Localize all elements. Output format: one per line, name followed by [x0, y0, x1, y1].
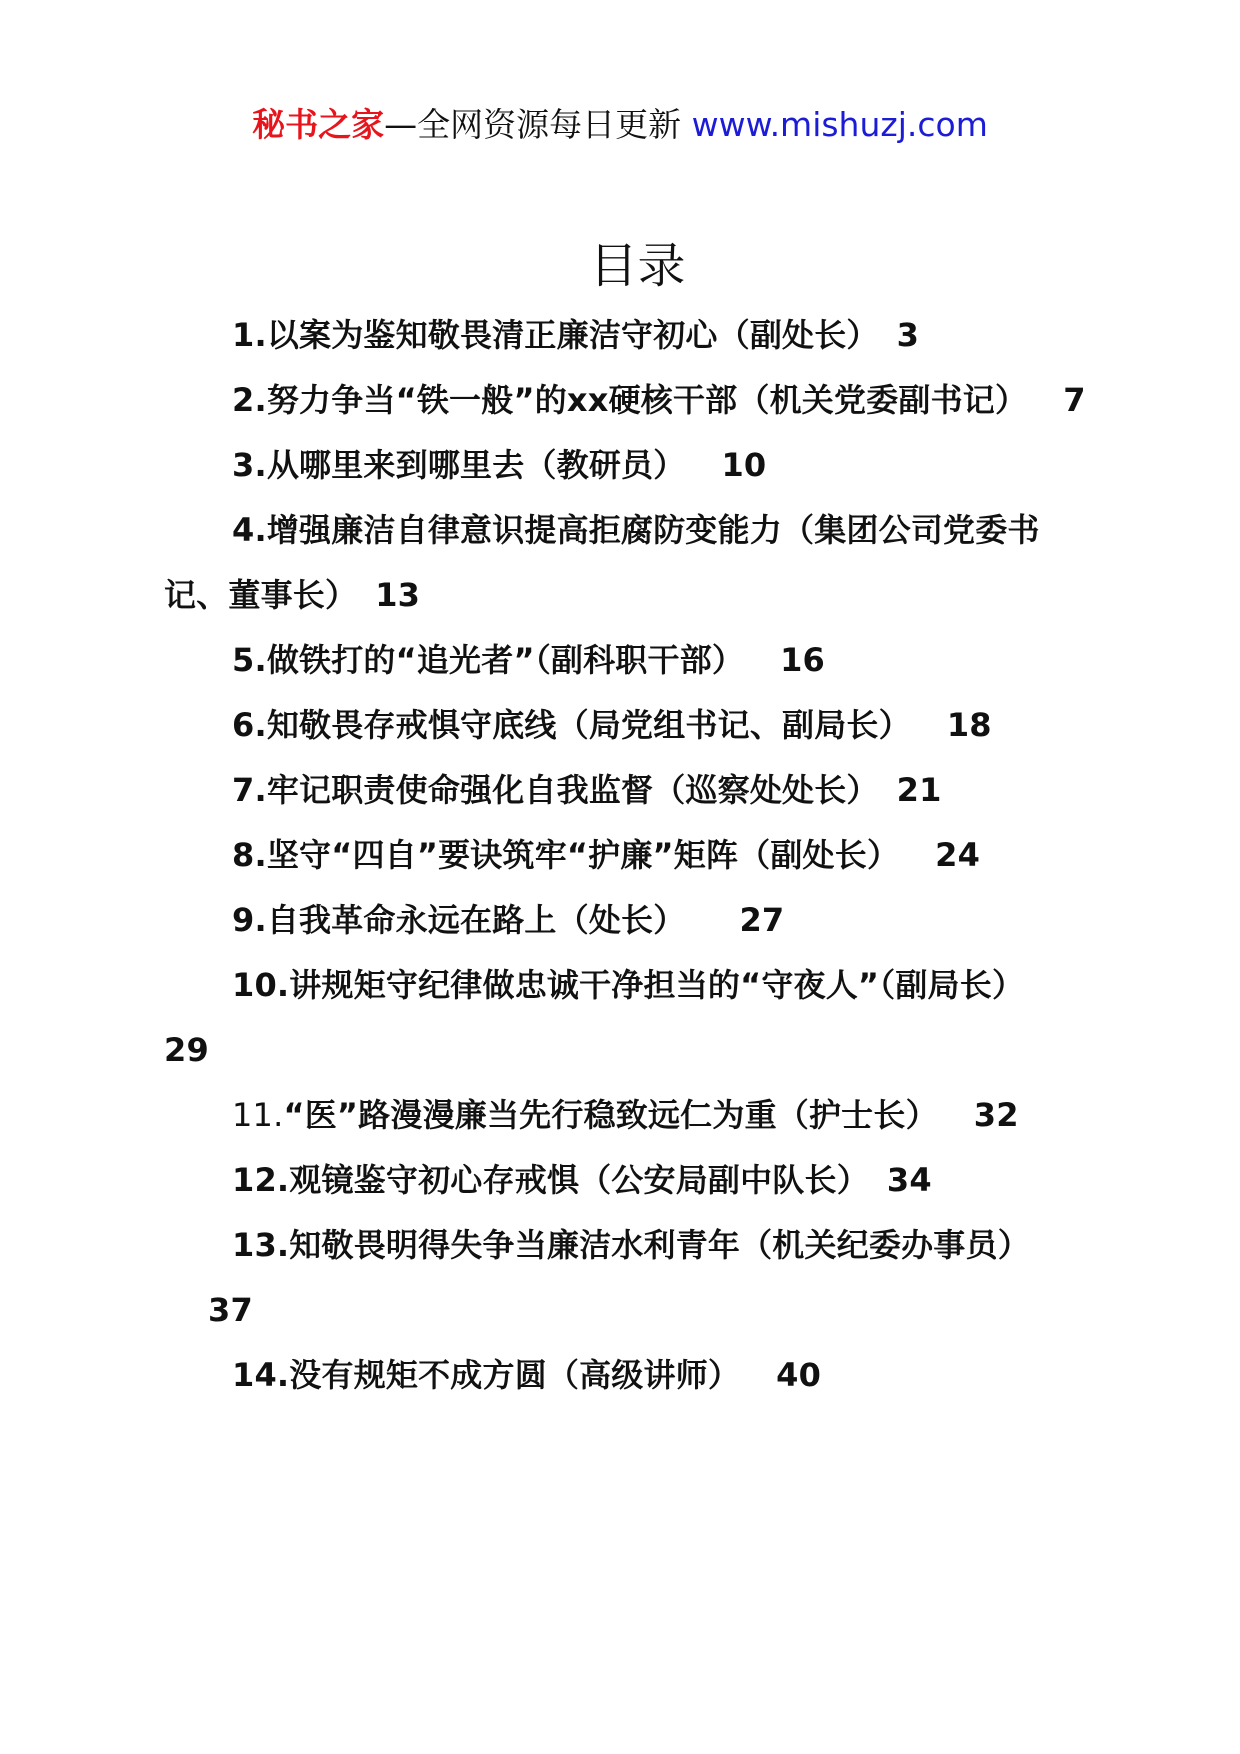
toc-entry-number: 14. — [232, 1356, 290, 1394]
toc-entry-number: 1. — [232, 316, 267, 354]
toc-entry-14[interactable] — [164, 1343, 1096, 1408]
toc-entry-number: 10. — [232, 966, 290, 1004]
toc-entry-13[interactable] — [164, 1213, 1096, 1343]
toc-entry-title: 以案为鉴知敬畏清正廉洁守初心（副处长） — [266, 316, 879, 354]
toc-entry-page: 18 — [946, 706, 992, 744]
toc-entry-title: 知敬畏存戒惧守底线（局党组书记、副局长） — [266, 706, 911, 744]
toc-entry-title: 增强廉洁自律意识提高拒腐防变能力（集团公司党委书记、董事长） — [164, 511, 1040, 614]
toc-entry-title: 从哪里来到哪里去（教研员） — [266, 446, 686, 484]
toc-entry-title: 做铁打的“追光者”（副科职干部） — [266, 641, 745, 679]
toc-entry-page: 21 — [896, 771, 942, 809]
toc-entry-title: 坚守“四自”要诀筑牢“护廉”矩阵（副处长） — [266, 836, 900, 874]
toc-entry-title: 讲规矩守纪律做忠诚干净担当的“守夜人”（副局长） — [289, 966, 1025, 1004]
toc-entry-title: 没有规矩不成方圆（高级讲师） — [289, 1356, 741, 1394]
toc-entry-number: 11. — [232, 1096, 284, 1134]
toc-entry-number: 9. — [232, 901, 267, 939]
toc-entry-number: 6. — [232, 706, 267, 744]
toc-entry-page: 27 — [739, 901, 785, 939]
table-of-contents — [164, 303, 1096, 1408]
toc-entry-10[interactable] — [164, 953, 1096, 1083]
brand-name: 秘书之家 — [252, 105, 385, 144]
toc-entry-number: 7. — [232, 771, 267, 809]
toc-entry-page: 29 — [164, 1031, 209, 1069]
toc-entry-number: 3. — [232, 446, 267, 484]
toc-entry-1[interactable] — [164, 303, 1096, 368]
toc-entry-title: “医”路漫漫廉当先行稳致远仁为重（护士长） — [283, 1096, 938, 1134]
toc-entry-title: 自我革命永远在路上（处长） — [266, 901, 686, 939]
toc-entry-number: 4. — [232, 511, 267, 549]
toc-entry-page: 37 — [208, 1291, 253, 1329]
toc-entry-page: 3 — [896, 316, 920, 354]
toc-entry-9[interactable] — [164, 888, 1096, 953]
toc-entry-5[interactable] — [164, 628, 1096, 693]
toc-entry-page: 16 — [780, 641, 826, 679]
toc-entry-6[interactable] — [164, 693, 1096, 758]
toc-entry-3[interactable] — [164, 433, 1096, 498]
toc-entry-page: 32 — [973, 1096, 1019, 1134]
toc-entry-title: 知敬畏明得失争当廉洁水利青年（机关纪委办事员） — [289, 1226, 1030, 1264]
toc-entry-page: 34 — [886, 1161, 932, 1199]
toc-entry-page: 10 — [721, 446, 767, 484]
toc-entry-title: 努力争当“铁一般”的xx硬核干部（机关党委副书记） — [266, 381, 1028, 419]
toc-entry-11[interactable] — [164, 1083, 1096, 1148]
page-title: 目录 — [589, 238, 686, 294]
toc-entry-page: 40 — [776, 1356, 822, 1394]
toc-entry-2[interactable] — [164, 368, 1096, 433]
toc-entry-7[interactable] — [164, 758, 1096, 823]
toc-entry-number: 5. — [232, 641, 267, 679]
toc-entry-number: 2. — [232, 381, 267, 419]
site-url-link[interactable]: www.mishuzj.com — [691, 105, 988, 144]
toc-entry-4[interactable] — [164, 498, 1096, 628]
toc-entry-title: 牢记职责使命强化自我监督（巡察处处长） — [266, 771, 879, 809]
toc-entry-page: 24 — [935, 836, 981, 874]
toc-entry-12[interactable] — [164, 1148, 1096, 1213]
toc-entry-page: 13 — [375, 576, 421, 614]
toc-entry-number: 8. — [232, 836, 267, 874]
toc-entry-page: 7 — [1063, 381, 1086, 419]
toc-entry-number: 13. — [232, 1226, 290, 1264]
toc-entry-title: 观镜鉴守初心存戒惧（公安局副中队长） — [289, 1161, 869, 1199]
site-header — [0, 103, 1240, 147]
toc-entry-8[interactable] — [164, 823, 1096, 888]
toc-entry-number: 12. — [232, 1161, 290, 1199]
header-slogan: —全网资源每日更新 — [384, 105, 692, 144]
